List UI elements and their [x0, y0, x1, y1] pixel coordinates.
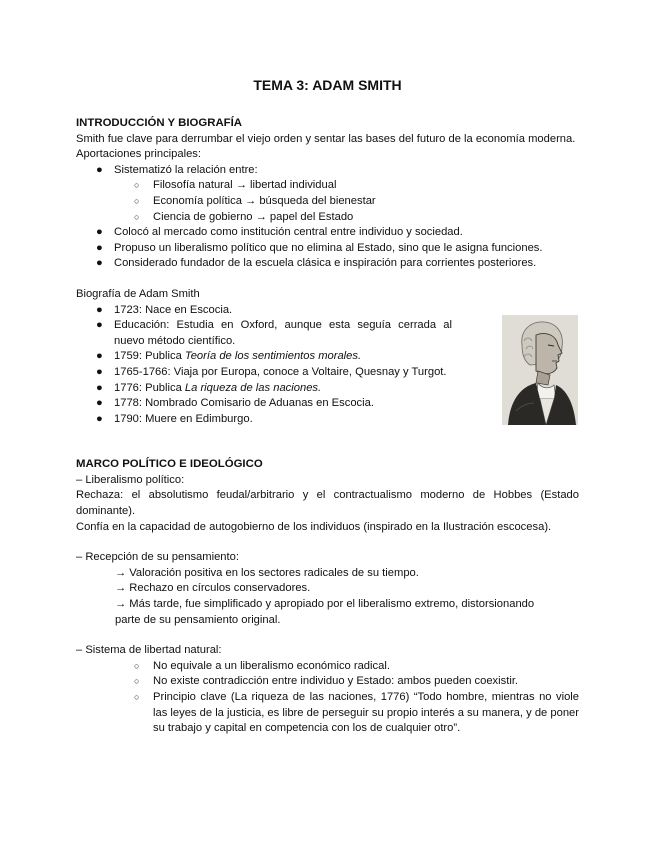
- recepcion-label: – Recepción de su pensamiento:: [76, 551, 239, 564]
- list-item: ● Colocó al mercado como institución central entre individuo y sociedad.: [76, 225, 579, 241]
- list-item: ○ No equivale a un liberalismo económico radical.: [76, 659, 579, 675]
- adam-smith-portrait: [502, 315, 578, 425]
- list-item: ○ Ciencia de gobierno → papel del Estado: [76, 210, 579, 226]
- book-title: La riqueza de las naciones.: [184, 381, 322, 394]
- recepcion-item: → Valoración positiva en los sectores radicales de su tiempo.: [115, 566, 419, 579]
- sistema-label: – Sistema de libertad natural:: [76, 644, 222, 657]
- bio-list: [76, 303, 452, 428]
- bullet-icon: ●: [96, 163, 103, 176]
- bullet-icon: ●: [96, 365, 103, 378]
- bullet-icon: ●: [96, 257, 103, 270]
- list-item: ● 1778: Nombrado Comisario de Aduanas en Escocia.: [76, 396, 452, 412]
- bullet-icon: ●: [96, 319, 103, 332]
- page-title: TEMA 3: ADAM SMITH: [253, 77, 402, 93]
- book-title: Teoría de los sentimientos morales.: [184, 350, 362, 363]
- intro-heading: INTRODUCCIÓN Y BIOGRAFÍA: [76, 117, 243, 129]
- marco-heading: MARCO POLÍTICO E IDEOLÓGICO: [76, 458, 263, 471]
- circle-bullet-icon: ○: [134, 692, 140, 702]
- list-item: ● Educación: Estudia en Oxford, aunque esta seguía cerrada al nuevo método científico.: [96, 319, 452, 347]
- list-item: ○ No existe contradicción entre individuo y Estado: ambos pueden coexistir.: [76, 674, 579, 690]
- bullet-icon: ●: [96, 381, 103, 394]
- list-item: ● Considerado fundador de la escuela clásica e inspiración para corrientes posteriores.: [76, 256, 579, 272]
- circle-bullet-icon: ○: [134, 195, 140, 206]
- circle-bullet-icon: ○: [134, 676, 140, 687]
- aportaciones-label: Aportaciones principales:: [76, 148, 201, 161]
- list-item: ● Sistematizó la relación entre:: [76, 163, 579, 179]
- circle-bullet-icon: ○: [134, 660, 140, 671]
- list-item: ● 1790: Muere en Edimburgo.: [76, 412, 452, 428]
- list-item: ● 1765-1766: Viaja por Europa, conoce a Voltaire, Quesnay y Turgot.: [76, 365, 452, 381]
- list-item: ● 1776: Publica La riqueza de las naciones.: [76, 381, 452, 397]
- sistema-list: [76, 659, 579, 737]
- bullet-icon: ●: [96, 397, 103, 410]
- recepcion-item: → Más tarde, fue simplificado y apropiado por el liberalismo extremo, distorsionando parte de su pensamiento original.: [115, 598, 535, 626]
- list-item: ● 1759: Publica Teoría de los sentimientos morales.: [76, 349, 452, 365]
- list-item: ● 1723: Nace en Escocia.: [76, 303, 452, 319]
- bullet-icon: ●: [96, 412, 103, 425]
- list-item: ● Propuso un liberalismo político que no elimina al Estado, sino que le asigna funciones.: [76, 241, 579, 257]
- bullet-icon: ●: [96, 241, 103, 254]
- bio-label: Biografía de Adam Smith: [76, 287, 200, 300]
- aportaciones-list: [76, 163, 579, 272]
- circle-bullet-icon: ○: [134, 211, 140, 222]
- bullet-icon: ●: [96, 226, 103, 239]
- list-item: ○ Economía política → búsqueda del bienestar: [76, 194, 579, 210]
- list-item: ○ Filosofía natural → libertad individual: [76, 178, 579, 194]
- recepcion-item: → Rechazo en círculos conservadores.: [115, 582, 311, 595]
- intro-paragraph: Smith fue clave para derrumbar el viejo orden y sentar las bases del futuro de la economía moderna.: [76, 132, 576, 145]
- bullet-icon: ●: [96, 303, 103, 316]
- circle-bullet-icon: ○: [134, 180, 140, 191]
- liberalismo-label: – Liberalismo político:: [76, 473, 185, 486]
- list-item: ○ Principio clave (La riqueza de las naciones, 1776) “Todo hombre, mientras no viole las leyes de la justicia, es libre de perseguir su propio interés a su manera, y de poner su trabajo y capital en competencia con los de cualquier otro”.: [134, 691, 579, 735]
- rechaza-text: Rechaza: el absolutismo feudal/arbitrario y el contractualismo moderno de Hobbes (Estado dominante).: [76, 489, 579, 518]
- confia-text: Confía en la capacidad de autogobierno de los individuos (inspirado en la Ilustración escocesa).: [76, 520, 552, 533]
- bullet-icon: ●: [96, 350, 103, 363]
